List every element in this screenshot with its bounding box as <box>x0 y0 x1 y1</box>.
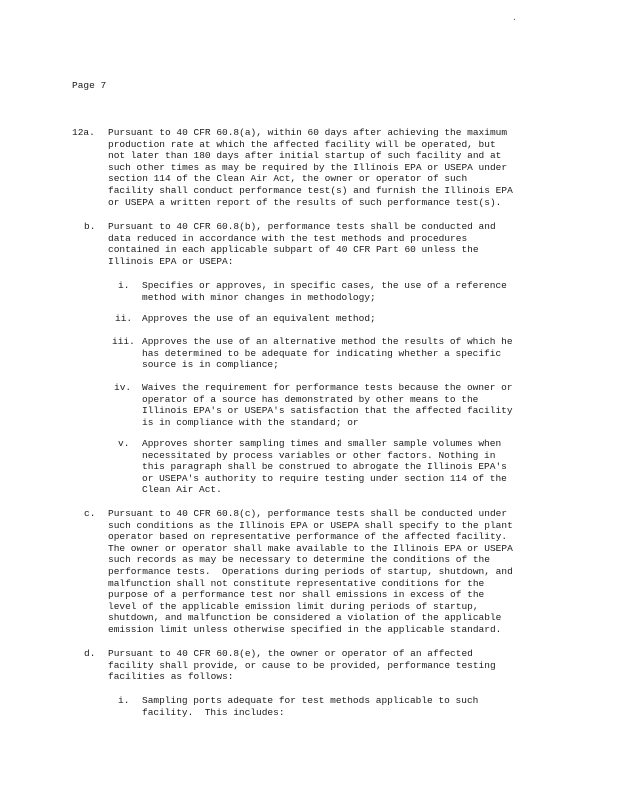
paragraph-line: method with minor changes in methodology; <box>142 291 376 303</box>
paragraph-label: iii. <box>112 336 135 347</box>
paragraph-line: has determined to be adequate for indicating whether a specific <box>142 347 502 359</box>
paragraph-label: b. <box>84 221 96 232</box>
paragraph-label: i. <box>118 695 130 706</box>
paragraph-line: Illinois EPA's or USEPA's satisfaction that the affected facility <box>142 405 513 417</box>
paragraph-line: necessitated by process variables or other factors. Nothing in <box>142 449 496 461</box>
paragraph-line: facilities as follows: <box>108 671 234 683</box>
paragraph-line: section 114 of the Clean Air Act, the owner or operator of such <box>108 173 468 185</box>
paragraph-label: d. <box>84 648 96 659</box>
paragraph-line: operator based on representative performance of the affected facility. <box>108 531 508 543</box>
paragraph-line: is in compliance with the standard; or <box>142 416 359 428</box>
paragraph-line: The owner or operator shall make available to the Illinois EPA or USEPA <box>108 542 513 554</box>
paragraph-line: Sampling ports adequate for test methods applicable to such <box>142 695 479 706</box>
paragraph-line: level of the applicable emission limit during periods of startup, <box>108 600 479 612</box>
paragraph-line: Approves the use of an alternative method the results of which he <box>142 336 513 347</box>
paragraph-line: Waives the requirement for performance tests because the owner or <box>142 382 513 393</box>
paragraph-line: such other times as may be required by the Illinois EPA or USEPA under <box>108 161 508 173</box>
paragraph-line: Clean Air Act. <box>142 484 222 496</box>
paragraph-line: operator of a source has demonstrated by other means to the <box>142 393 479 405</box>
paragraph-line: Approves the use of an equivalent method; <box>142 313 376 324</box>
paragraph-line: facility shall conduct performance test(s) and furnish the Illinois EPA <box>108 185 513 196</box>
paragraph-line: such records as may be necessary to determine the conditions of the <box>108 554 490 566</box>
paragraph-line: data reduced in accordance with the test methods and procedures <box>108 232 468 244</box>
page-number: Page 7 <box>72 80 107 91</box>
corner-mark: . <box>512 14 517 23</box>
paragraph-line: production rate at which the affected facility will be operated, but <box>108 138 496 150</box>
paragraph-line: this paragraph shall be construed to abrogate the Illinois EPA's <box>142 461 507 473</box>
paragraph-label: i. <box>118 280 130 291</box>
paragraph-line: Pursuant to 40 CFR 60.8(a), within 60 days after achieving the maximum <box>108 127 508 138</box>
paragraph-line: malfunction shall not constitute representative conditions for the <box>108 577 485 589</box>
paragraph-line: Pursuant to 40 CFR 60.8(c), performance tests shall be conducted under <box>108 508 508 519</box>
paragraph-label: v. <box>118 438 130 449</box>
paragraph-label: c. <box>84 508 96 519</box>
paragraph-line: Illinois EPA or USEPA: <box>108 255 234 267</box>
paragraph-line: performance tests. Operations during periods of startup, shutdown, and <box>108 566 513 577</box>
paragraph-line: Pursuant to 40 CFR 60.8(b), performance tests shall be conducted and <box>108 221 496 232</box>
paragraph-line: contained in each applicable subpart of 40 CFR Part 60 unless the <box>108 244 479 256</box>
paragraph-label: 12a. <box>72 127 95 138</box>
paragraph-line: facility shall provide, or cause to be provided, performance testing <box>108 659 496 671</box>
paragraph-line: or USEPA's authority to require testing under section 114 of the <box>142 472 507 484</box>
paragraph-line: Specifies or approves, in specific cases, the use of a reference <box>142 280 507 291</box>
paragraph-line: Pursuant to 40 CFR 60.8(e), the owner or operator of an affected <box>108 648 473 659</box>
paragraph-line: not later than 180 days after initial startup of such facility and at <box>108 150 502 162</box>
paragraph-line: such conditions as the Illinois EPA or USEPA shall specify to the plant <box>108 519 513 531</box>
paragraph-label: iv. <box>114 382 132 393</box>
paragraph-line: facility. This includes: <box>142 706 285 718</box>
paragraph-label: ii. <box>115 313 133 324</box>
paragraph-line: shutdown, and malfunction be considered a violation of the applicable <box>108 612 502 624</box>
paragraph-line: purpose of a performance test nor shall emissions in excess of the <box>108 589 485 601</box>
paragraph-line: or USEPA a written report of the results of such performance test(s). <box>108 196 502 208</box>
paragraph-line: emission limit unless otherwise specified in the applicable standard. <box>108 624 502 635</box>
paragraph-line: Approves shorter sampling times and smaller sample volumes when <box>142 438 502 449</box>
paragraph-line: source is in compliance; <box>142 359 279 371</box>
